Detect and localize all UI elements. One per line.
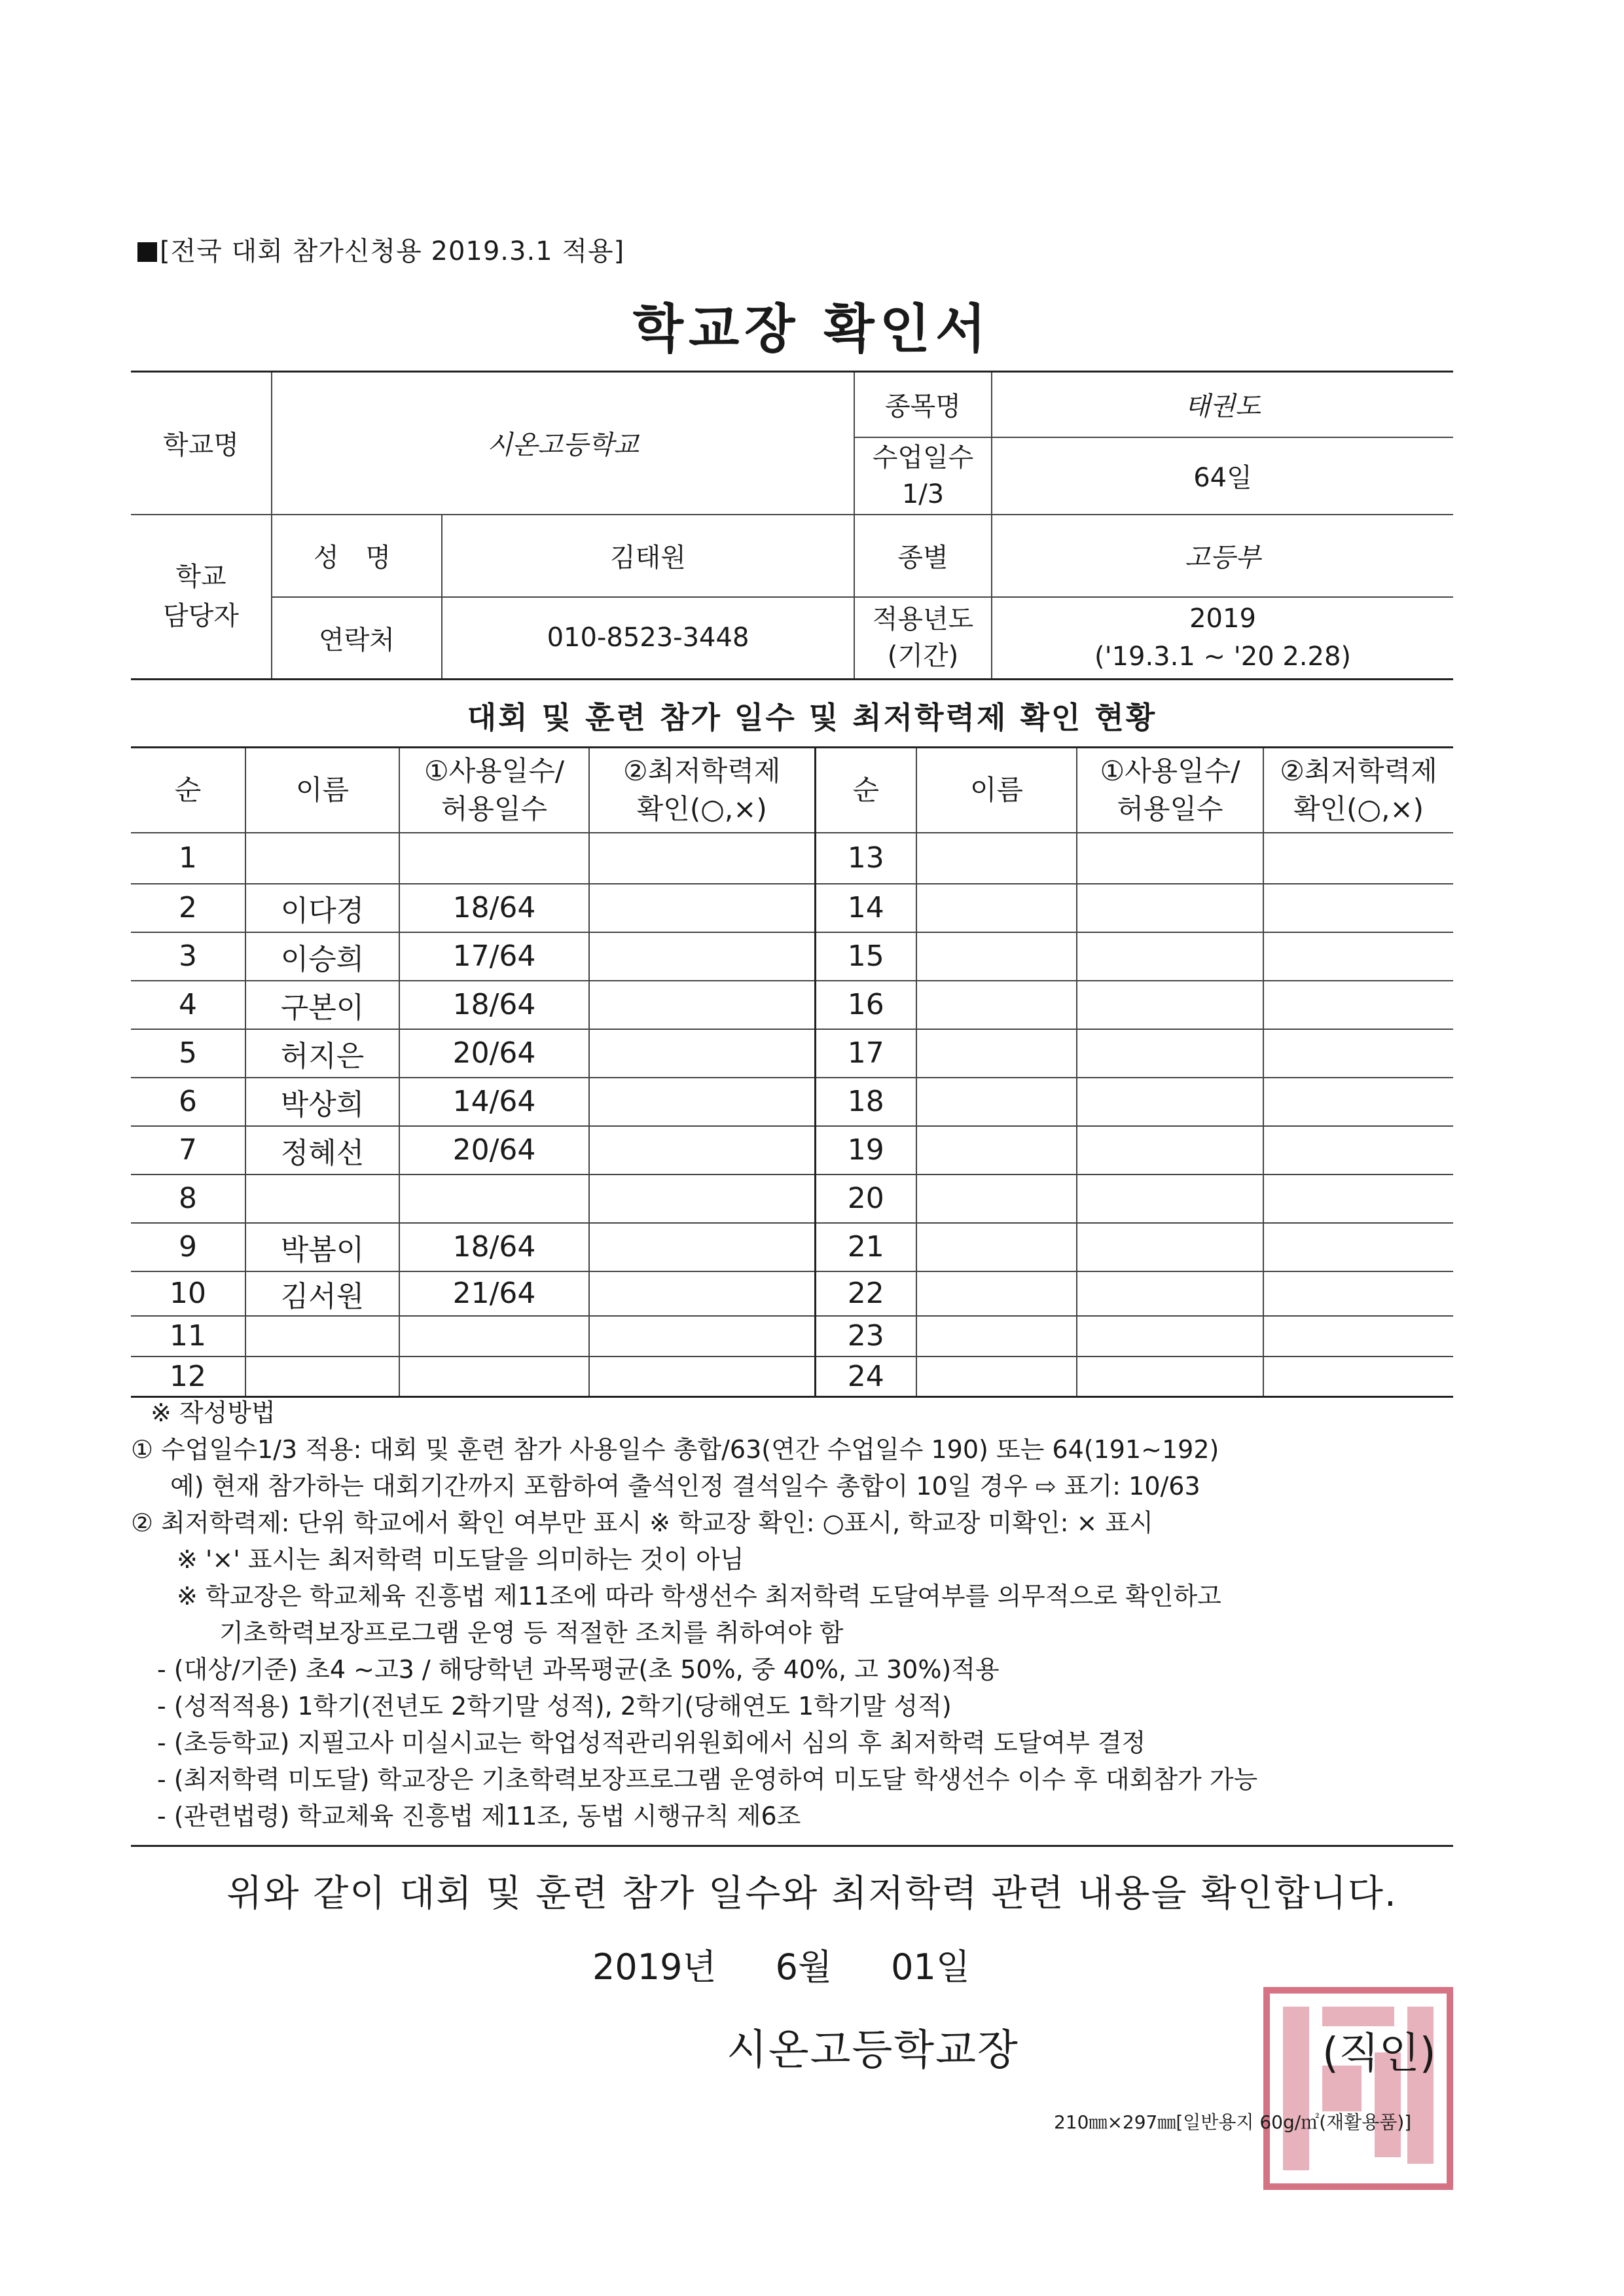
row-number-2: 16 — [815, 981, 916, 1029]
row-number: 3 — [131, 932, 245, 981]
col-header-check-2-line2: 확인(○,×) — [1293, 792, 1424, 825]
row-number: 4 — [131, 981, 245, 1029]
row-check — [589, 1316, 815, 1357]
row-days — [399, 1316, 589, 1357]
row-days-2 — [1077, 981, 1263, 1029]
row-check-2 — [1263, 1029, 1453, 1078]
row-name: 이다경 — [245, 884, 399, 932]
row-number-2: 23 — [815, 1316, 916, 1357]
document-title: 학교장 확인서 — [632, 299, 992, 359]
row-name-2 — [916, 981, 1077, 1029]
note-line: ※ 학교장은 학교체육 진흥법 제11조에 따라 학생선수 최저학력 도달여부를 의무적으로 확인하고 — [177, 1582, 1221, 1611]
date-month: 6월 — [775, 1946, 833, 1988]
table-row — [131, 1078, 1453, 1126]
row-name-2 — [916, 932, 1077, 981]
confirmation-date — [592, 1939, 970, 1990]
writing-instructions — [131, 1394, 1466, 1834]
contact-value: 010-8523-3448 — [442, 597, 854, 680]
row-days-2 — [1077, 1126, 1263, 1175]
row-name-2 — [916, 1223, 1077, 1271]
manager-label: 학교 담당자 — [131, 515, 272, 680]
col-header-no-2: 순 — [815, 748, 916, 833]
notes-divider — [131, 1845, 1453, 1847]
row-number-2: 22 — [815, 1271, 916, 1316]
row-number: 9 — [131, 1223, 245, 1271]
row-name: 이승희 — [245, 932, 399, 981]
table-row — [131, 1316, 1453, 1357]
note-line: - (대상/기준) 초4 ~고3 / 해당학년 과목평균(초 50%, 중 40%, 고 30%)적용 — [157, 1655, 1000, 1684]
row-check-2 — [1263, 981, 1453, 1029]
row-number-2: 19 — [815, 1126, 916, 1175]
row-number-2: 17 — [815, 1029, 916, 1078]
note-line: - (초등학교) 지필고사 미실시교는 학업성적관리위원회에서 심의 후 최저학력 도달여부 결정 — [157, 1728, 1146, 1757]
year-period: ('19.3.1 ~ '20 2.28) — [1094, 642, 1352, 672]
row-number: 6 — [131, 1078, 245, 1126]
row-check — [589, 1126, 815, 1175]
class-days-label: 수업일수 1/3 — [854, 437, 992, 515]
row-check-2 — [1263, 1357, 1453, 1397]
row-days: 20/64 — [399, 1126, 589, 1175]
roster-header-row — [131, 748, 1453, 833]
row-days: 14/64 — [399, 1078, 589, 1126]
form-header-tag — [137, 230, 624, 268]
row-days: 18/64 — [399, 981, 589, 1029]
row-days: 18/64 — [399, 1223, 589, 1271]
note-line: 기초학력보장프로그램 운영 등 적절한 조치를 취하여야 함 — [219, 1618, 844, 1647]
row-days-2 — [1077, 1078, 1263, 1126]
row-check-2 — [1263, 1078, 1453, 1126]
row-days — [399, 1175, 589, 1223]
confirmation-statement: 위와 같이 대회 및 훈련 참가 일수와 최저학력 관련 내용을 확인합니다. — [226, 1872, 1398, 1915]
row-check — [589, 884, 815, 932]
row-check-2 — [1263, 1271, 1453, 1316]
table-row — [131, 1175, 1453, 1223]
row-name-2 — [916, 1126, 1077, 1175]
row-name: 박봄이 — [245, 1223, 399, 1271]
black-square-icon — [137, 242, 157, 262]
row-name: 김서원 — [245, 1271, 399, 1316]
class-days-value: 64일 — [992, 437, 1453, 515]
row-check-2 — [1263, 1126, 1453, 1175]
row-number: 2 — [131, 884, 245, 932]
row-number: 10 — [131, 1271, 245, 1316]
col-header-name-2: 이름 — [916, 748, 1077, 833]
date-year: 2019년 — [592, 1946, 717, 1988]
table-row — [131, 1126, 1453, 1175]
row-check — [589, 1271, 815, 1316]
col-header-name: 이름 — [245, 748, 399, 833]
year-label: 적용년도 (기간) — [854, 597, 992, 680]
header-tag-text: [전국 대회 참가신청용 2019.3.1 적용] — [160, 236, 625, 266]
row-name-2 — [916, 1175, 1077, 1223]
col-header-check-2-line1: ②최저학력제 — [1280, 754, 1437, 787]
row-number-2: 18 — [815, 1078, 916, 1126]
row-days: 17/64 — [399, 932, 589, 981]
paper-spec: 210㎜×297㎜[일반용지 60g/㎡(재활용품)] — [1054, 2111, 1412, 2133]
sport-value: 태권도 — [992, 372, 1453, 437]
row-name-2 — [916, 1078, 1077, 1126]
year-value: 2019 — [1189, 604, 1256, 634]
school-info-table — [131, 371, 1453, 680]
row-number-2: 20 — [815, 1175, 916, 1223]
table-row — [131, 1029, 1453, 1078]
row-days-2 — [1077, 1316, 1263, 1357]
row-name: 박상희 — [245, 1078, 399, 1126]
row-number: 7 — [131, 1126, 245, 1175]
table-row — [131, 932, 1453, 981]
table-row — [131, 981, 1453, 1029]
row-days: 21/64 — [399, 1271, 589, 1316]
row-name-2 — [916, 1271, 1077, 1316]
sport-label: 종목명 — [854, 372, 992, 437]
note-line: ② 최저학력제: 단위 학교에서 확인 여부만 표시 ※ 학교장 확인: ○표시, 학교장 미확인: × 표시 — [131, 1508, 1153, 1537]
row-days-2 — [1077, 1223, 1263, 1271]
row-check — [589, 1357, 815, 1397]
row-check-2 — [1263, 932, 1453, 981]
row-name — [245, 833, 399, 884]
col-header-days — [399, 748, 589, 833]
division-value: 고등부 — [992, 515, 1453, 597]
year-value-cell — [992, 597, 1453, 680]
seal-label: (직인) — [1322, 2030, 1436, 2078]
signer-name: 시온고등학교장 — [727, 2026, 1019, 2075]
row-check-2 — [1263, 884, 1453, 932]
seal-stroke — [1283, 2007, 1309, 2170]
school-value: 시온고등학교 — [272, 372, 854, 515]
row-number: 1 — [131, 833, 245, 884]
row-name-2 — [916, 1357, 1077, 1397]
col-header-no: 순 — [131, 748, 245, 833]
note-line: ※ 작성방법 — [151, 1398, 276, 1427]
table-row — [131, 1271, 1453, 1316]
row-name — [245, 1357, 399, 1397]
official-seal-stamp — [1263, 1987, 1453, 2190]
row-check — [589, 1029, 815, 1078]
row-check — [589, 833, 815, 884]
contact-label: 연락처 — [272, 597, 442, 680]
row-check — [589, 981, 815, 1029]
name-value: 김태원 — [442, 515, 854, 597]
row-days-2 — [1077, 1357, 1263, 1397]
row-check-2 — [1263, 1175, 1453, 1223]
table-row — [131, 1357, 1453, 1397]
col-header-check-2 — [1263, 748, 1453, 833]
col-header-check-line1: ②최저학력제 — [623, 754, 781, 787]
row-name-2 — [916, 1316, 1077, 1357]
row-check-2 — [1263, 833, 1453, 884]
row-name: 구본이 — [245, 981, 399, 1029]
row-days: 18/64 — [399, 884, 589, 932]
row-check-2 — [1263, 1316, 1453, 1357]
note-line: - (관련법령) 학교체육 진흥법 제11조, 동법 시행규칙 제6조 — [157, 1802, 801, 1831]
row-check — [589, 1223, 815, 1271]
row-days-2 — [1077, 884, 1263, 932]
row-number-2: 13 — [815, 833, 916, 884]
row-number: 8 — [131, 1175, 245, 1223]
row-number-2: 15 — [815, 932, 916, 981]
row-number-2: 14 — [815, 884, 916, 932]
row-days — [399, 833, 589, 884]
col-header-check-line2: 확인(○,×) — [636, 792, 767, 825]
name-label: 성 명 — [272, 515, 442, 597]
row-days-2 — [1077, 1271, 1263, 1316]
row-days-2 — [1077, 1029, 1263, 1078]
col-header-days-2 — [1077, 748, 1263, 833]
note-line: ① 수업일수1/3 적용: 대회 및 훈련 참가 사용일수 총합/63(연간 수업일수 190) 또는 64(191~192) — [131, 1435, 1219, 1464]
row-name-2 — [916, 1029, 1077, 1078]
table-row — [131, 1223, 1453, 1271]
col-header-days-line1: ①사용일수/ — [424, 754, 565, 787]
note-line: ※ '×' 표시는 최저학력 미도달을 의미하는 것이 아님 — [177, 1545, 744, 1574]
table-row — [131, 884, 1453, 932]
row-number: 11 — [131, 1316, 245, 1357]
row-check — [589, 1078, 815, 1126]
table-row — [131, 833, 1453, 884]
note-line: - (성적적용) 1학기(전년도 2학기말 성적), 2학기(당해연도 1학기말 성적) — [157, 1692, 952, 1721]
row-check — [589, 1175, 815, 1223]
row-number-2: 21 — [815, 1223, 916, 1271]
row-check-2 — [1263, 1223, 1453, 1271]
row-number: 12 — [131, 1357, 245, 1397]
row-number-2: 24 — [815, 1357, 916, 1397]
row-days — [399, 1357, 589, 1397]
row-check — [589, 932, 815, 981]
row-name — [245, 1175, 399, 1223]
row-days-2 — [1077, 932, 1263, 981]
participant-roster-table — [131, 746, 1453, 1398]
row-name: 허지은 — [245, 1029, 399, 1078]
row-name-2 — [916, 884, 1077, 932]
row-name — [245, 1316, 399, 1357]
col-header-days-line2: 허용일수 — [441, 792, 548, 825]
row-name-2 — [916, 833, 1077, 884]
row-days-2 — [1077, 833, 1263, 884]
note-line: - (최저학력 미도달) 학교장은 기초학력보장프로그램 운영하여 미도달 학생선수 이수 후 대회참가 가능 — [157, 1765, 1258, 1794]
col-header-check — [589, 748, 815, 833]
date-day: 01일 — [891, 1946, 971, 1988]
school-label: 학교명 — [131, 372, 272, 515]
col-header-days-2-line2: 허용일수 — [1117, 792, 1223, 825]
row-number: 5 — [131, 1029, 245, 1078]
division-label: 종별 — [854, 515, 992, 597]
col-header-days-2-line1: ①사용일수/ — [1100, 754, 1240, 787]
note-line: 예) 현재 참가하는 대회기간까지 포함하여 출석인정 결석일수 총합이 10일 경우 ⇨ 표기: 10/63 — [170, 1472, 1200, 1501]
row-name: 정혜선 — [245, 1126, 399, 1175]
status-section-title: 대회 및 훈련 참가 일수 및 최저학력제 확인 현황 — [467, 700, 1157, 735]
row-days-2 — [1077, 1175, 1263, 1223]
row-days: 20/64 — [399, 1029, 589, 1078]
